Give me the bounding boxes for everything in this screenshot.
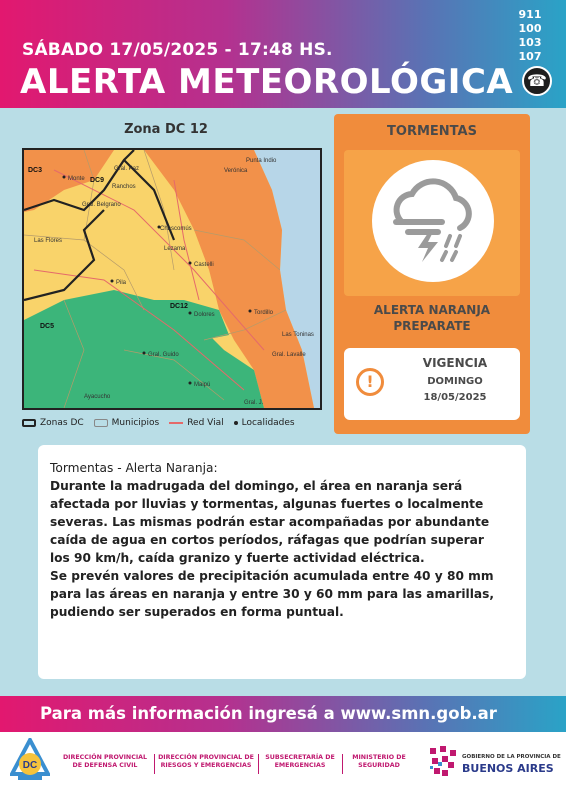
alert-level bbox=[334, 302, 530, 334]
logo-text: DC bbox=[22, 760, 38, 771]
town-label: Pila bbox=[116, 280, 127, 286]
zone-label: DC9 bbox=[90, 177, 105, 184]
org-defensa-civil: DIRECCIÓN PROVINCIAL DE DEFENSA CIVIL bbox=[62, 754, 148, 769]
page-title: ALERTA METEOROLÓGICA bbox=[20, 62, 514, 102]
vigencia-title: VIGENCIA bbox=[422, 356, 488, 370]
org-divider bbox=[258, 754, 259, 774]
defensa-civil-logo bbox=[10, 738, 50, 782]
zone-map bbox=[22, 148, 322, 410]
description-line: para las áreas en naranja y entre 30 y 60 mm para las amarillas, bbox=[50, 587, 495, 601]
alert-description bbox=[38, 445, 526, 679]
org-divider bbox=[154, 754, 155, 774]
legend-swatch bbox=[169, 422, 183, 424]
org-divider bbox=[342, 754, 343, 774]
phone-number[interactable]: 911 bbox=[518, 8, 542, 21]
alert-type: TORMENTAS bbox=[387, 124, 477, 139]
phone-number[interactable]: 100 bbox=[518, 22, 542, 35]
zone-label: DC3 bbox=[28, 167, 43, 174]
town-label: Monte bbox=[68, 176, 85, 182]
legend-label: Zonas DC bbox=[40, 418, 84, 428]
legend-swatch bbox=[94, 419, 108, 427]
town-label: Gral. Lavalle bbox=[272, 352, 306, 358]
org-ministerio: MINISTERIO DE SEGURIDAD bbox=[352, 754, 406, 769]
org-subsecretaria: SUBSECRETARÍA DE EMERGENCIAS bbox=[265, 754, 335, 769]
alert-card bbox=[334, 114, 530, 434]
town-label: Lezama bbox=[164, 246, 186, 252]
town-label: Castelli bbox=[194, 262, 214, 268]
zone-label: DC5 bbox=[40, 323, 55, 330]
legend-label: Municipios bbox=[111, 418, 160, 428]
zone-label: DC12 bbox=[170, 303, 188, 310]
town-label: Gral. Belgrano bbox=[82, 202, 121, 208]
town-label: Gral. Guido bbox=[148, 352, 179, 358]
town-label: Las Flores bbox=[34, 238, 63, 244]
town-label: Ayacucho bbox=[84, 394, 111, 400]
description-line: severas. Las mismas podrán estar acompañadas por abundante bbox=[50, 515, 490, 529]
header-banner bbox=[0, 0, 566, 108]
description-line: los 90 km/h, caída granizo y fuerte actividad eléctrica. bbox=[50, 551, 425, 565]
description-line: pudiendo ser superados en forma puntual. bbox=[50, 605, 344, 619]
town-label: Tordillo bbox=[254, 310, 274, 316]
description-line: Durante la madrugada del domingo, el área en naranja será bbox=[50, 479, 463, 493]
org-riesgos: DIRECCIÓN PROVINCIAL DE RIESGOS Y EMERGENCIAS bbox=[158, 754, 254, 769]
town-label: Punta Indio bbox=[246, 158, 277, 164]
phone-number[interactable]: 103 bbox=[518, 36, 542, 49]
zone-map-graphic bbox=[24, 150, 320, 408]
description-line: afectada por lluvias y tormentas, algunas fuertes o localmente bbox=[50, 497, 484, 511]
info-link-bar[interactable]: Para más información ingresá a www.smn.gob.ar bbox=[0, 696, 566, 732]
vigencia-date: 18/05/2025 bbox=[423, 392, 487, 403]
town-label: Verónica bbox=[224, 168, 248, 174]
legend-swatch bbox=[234, 421, 238, 425]
alert-icon-box bbox=[344, 150, 520, 296]
town-label: Chascomús bbox=[160, 226, 192, 232]
exclamation-icon: ! bbox=[356, 368, 384, 396]
town-label: Maipú bbox=[194, 382, 211, 388]
description-title: Tormentas - Alerta Naranja: bbox=[50, 461, 218, 475]
map-title: Zona DC 12 bbox=[124, 122, 208, 137]
gob-caption: GOBIERNO DE LA PROVINCIA DE bbox=[462, 754, 561, 760]
alert-level-line: PREPARATE bbox=[393, 319, 471, 333]
legend-swatch bbox=[22, 419, 36, 427]
map-legend bbox=[22, 418, 332, 428]
town-label: Gral. J. bbox=[244, 400, 264, 406]
description-body bbox=[50, 477, 514, 621]
phone-icon: ☎ bbox=[522, 66, 552, 96]
town-label: Gral. Paz bbox=[114, 166, 140, 172]
town-label: Ranchos bbox=[112, 184, 136, 190]
alert-level-line: ALERTA NARANJA bbox=[373, 303, 491, 317]
buenos-aires-logo bbox=[428, 744, 458, 780]
legend-label: Red Vial bbox=[187, 418, 224, 428]
map-panel bbox=[16, 116, 330, 438]
storm-cloud-icon bbox=[372, 160, 494, 282]
legend-label: Localidades bbox=[241, 418, 295, 428]
phone-number[interactable]: 107 bbox=[518, 50, 542, 63]
vigencia-day: DOMINGO bbox=[427, 376, 483, 387]
gob-name: BUENOS AIRES bbox=[462, 762, 554, 775]
town-label: Dolores bbox=[194, 312, 215, 318]
description-line: caída de agua en cortos períodos, ráfagas que podrían superar bbox=[50, 533, 484, 547]
town-label: Las Toninas bbox=[282, 332, 314, 338]
footer bbox=[0, 732, 566, 800]
description-line: Se prevén valores de precipitación acumulada entre 40 y 80 mm bbox=[50, 569, 494, 583]
alert-date: SÁBADO 17/05/2025 - 17:48 HS. bbox=[22, 40, 333, 60]
vigencia-box bbox=[344, 348, 520, 420]
emergency-phones bbox=[514, 8, 546, 64]
